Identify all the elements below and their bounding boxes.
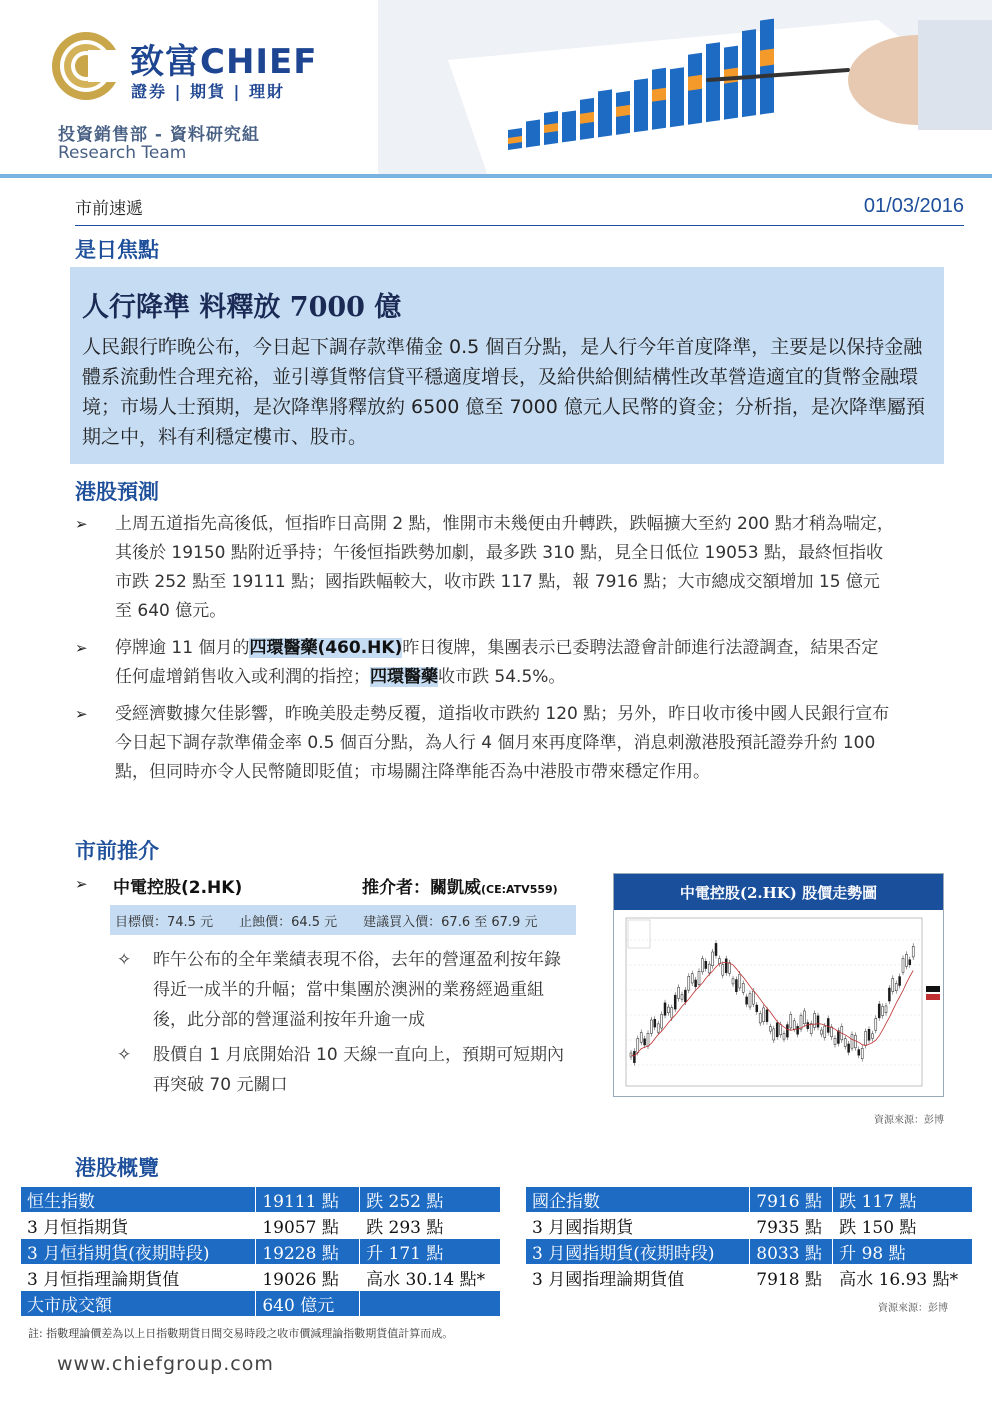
candle-body — [718, 959, 720, 964]
table-cell: 跌 252 點 — [360, 1187, 501, 1213]
text-span: 停牌逾 11 個月的 — [115, 638, 250, 658]
candle-body — [861, 1048, 863, 1058]
candle-body — [865, 1031, 867, 1045]
table-cell: 3 月國指期貨 — [526, 1213, 750, 1239]
candle-body — [905, 954, 907, 966]
candle-body — [776, 1023, 778, 1037]
candle-body — [715, 943, 717, 955]
header-chart-photo — [378, 0, 992, 176]
candle-body — [773, 1029, 775, 1040]
section-title-recommend: 市前推介 — [75, 839, 159, 863]
brand-subtitle: 證券 | 期貨 | 理財 — [131, 82, 285, 101]
candle-body — [725, 959, 727, 973]
candle-body — [807, 1023, 809, 1029]
table-cell: 升 98 點 — [833, 1239, 973, 1265]
page-header — [0, 0, 992, 178]
candle-body — [691, 974, 693, 983]
table-cell: 大市成交額 — [21, 1291, 256, 1317]
recommender-ce: (CE:ATV559) — [481, 883, 558, 896]
candle-body — [732, 979, 734, 984]
table-cell: 8033 點 — [750, 1239, 833, 1265]
candle-body — [912, 946, 914, 957]
recommend-point-1: 昨午公布的全年業績表現不俗，去年的營運盈利按年錄得近一成半的升幅；當中集團於澳洲的業務經過重組後，此分部的營運溢利按年升逾一成 — [153, 950, 561, 1030]
candle-body — [722, 965, 724, 976]
list-item — [117, 945, 577, 1035]
candle-body — [739, 974, 741, 988]
candle-body — [837, 1031, 839, 1044]
candle-body — [681, 995, 683, 1000]
buy-price: 建議買入價：67.6 至 67.9 元 — [363, 914, 538, 930]
table-cell — [360, 1291, 501, 1317]
table-cell: 3 月恒指期貨(夜期時段) — [21, 1239, 256, 1265]
candle-body — [769, 1027, 771, 1032]
list-item — [75, 510, 895, 626]
candle-body — [824, 1026, 826, 1037]
forecast-item-1: 上周五道指先高後低，恒指昨日高開 2 點，惟開市未幾便由升轉跌，跌幅擴大至約 200 點才稍為喘定，其後於 19150 點附近爭持；午後恒指跌勢加劇，最多跌 310 點，見全日低位 19053 點，最終恒指收市跌 252 點至 19111 點；國指跌幅較大，收市跌 117 點，報 7916 點；大市總成交額增加 15 億元至 640 億元。 — [115, 514, 894, 621]
candle-body — [698, 971, 700, 984]
candle-body — [742, 983, 744, 992]
candle-body — [848, 1044, 850, 1052]
candle-body — [650, 1020, 652, 1033]
table-row — [526, 1213, 973, 1239]
table-cell: 7918 點 — [750, 1265, 833, 1291]
stock-candlestick-chart — [614, 910, 943, 1096]
candle-body — [637, 1038, 639, 1052]
table-cell: 3 月國指理論期貨值 — [526, 1265, 750, 1291]
candle-body — [875, 1018, 877, 1030]
focus-body: 人民銀行昨晚公布，今日起下調存款準備金 0.5 個百分點，是人行今年首度降準，主要是以保持金融體系流動性合理充裕，並引導貨幣信貸平穩適度增長，及給供給側結構性改革營造適宜的貨幣金融環境；市場人士預期，是次降準將釋放約 6500 億至 7000 億元人民幣的資金；分析指，是次降準屬預期之中，料有利穩定樓市、股市。 — [82, 336, 925, 448]
candle-body — [688, 976, 690, 990]
stock-chart — [613, 873, 944, 1097]
table-cell: 7916 點 — [750, 1187, 833, 1213]
candle-body — [909, 960, 911, 965]
footnote: 註: 指數理論價差為以上日指數期貨日間交易時段之收市價減理論指數期貨值計算而成。 — [28, 1327, 454, 1340]
candle-body — [780, 1025, 782, 1035]
department-en: Research Team — [58, 143, 187, 163]
table-cell: 19057 點 — [256, 1213, 360, 1239]
table-row — [21, 1239, 501, 1265]
candle-body — [664, 1003, 666, 1015]
table-cell: 高水 30.14 點* — [360, 1265, 501, 1291]
candle-body — [749, 994, 751, 1007]
table-cell: 640 億元 — [256, 1291, 360, 1317]
report-date: 01/03/2016 — [863, 195, 964, 217]
header-rule — [0, 174, 992, 178]
candle-body — [814, 1014, 816, 1028]
table-row — [526, 1239, 973, 1265]
table-cell: 跌 293 點 — [360, 1213, 501, 1239]
list-item — [75, 700, 895, 787]
table-row — [21, 1213, 501, 1239]
candle-body — [882, 1006, 884, 1015]
target-price: 目標價：74.5 元 — [115, 914, 214, 930]
footer-url[interactable]: www.chiefgroup.com — [57, 1353, 274, 1375]
recommend-points — [117, 945, 577, 1105]
candle-body — [885, 1006, 887, 1013]
candle-body — [633, 1051, 635, 1062]
candle-body — [790, 1014, 792, 1028]
focus-box — [70, 267, 944, 464]
candle-body — [902, 958, 904, 972]
table-cell: 升 171 點 — [360, 1239, 501, 1265]
table-cell: 國企指數 — [526, 1187, 750, 1213]
candle-body — [899, 977, 901, 986]
candle-body — [786, 1025, 788, 1037]
recommend-stock: 中電控股(2.HK) — [113, 878, 243, 898]
table-cell: 高水 16.93 點* — [833, 1265, 973, 1291]
table-cell: 19111 點 — [256, 1187, 360, 1213]
table-cell: 3 月恒指期貨 — [21, 1213, 256, 1239]
price-band — [110, 905, 576, 935]
forecast-item-3: 受經濟數據欠佳影響，昨晚美股走勢反覆，道指收市跌約 120 點；另外，昨日收市後中國人民銀行宣布今日起下調存款準備金率 0.5 個百分點，為人行 4 個月來再度降準，消息刺激港股預託證券升約 100 點，但同時亦令人民幣隨即貶值；市場關注降準能否為中港股市帶來穩定作用。 — [115, 704, 890, 782]
candle-body — [766, 1010, 768, 1022]
candle-body — [763, 1008, 765, 1022]
candle-body — [705, 961, 707, 968]
candle-body — [735, 980, 737, 992]
arrow-bullet-icon: ➢ — [75, 705, 88, 723]
candle-body — [817, 1016, 819, 1027]
table-cell: 7935 點 — [750, 1213, 833, 1239]
table-cell: 3 月國指期貨(夜期時段) — [526, 1239, 750, 1265]
table-cell: 19228 點 — [256, 1239, 360, 1265]
table-cell: 跌 150 點 — [833, 1213, 973, 1239]
candle-body — [878, 1004, 880, 1018]
candle-body — [803, 1011, 805, 1024]
stock-highlight: 四環醫藥 — [370, 667, 438, 687]
table-cell: 19026 點 — [256, 1265, 360, 1291]
candle-body — [729, 963, 731, 974]
recommend-line — [75, 873, 575, 899]
candle-body — [834, 1038, 836, 1044]
forecast-item-2 — [115, 634, 895, 692]
candle-body — [783, 1033, 785, 1039]
candle-body — [684, 990, 686, 1002]
report-type: 市前速遞 — [75, 199, 143, 219]
candle-body — [695, 980, 697, 987]
forecast-list — [75, 510, 895, 795]
table-row — [21, 1291, 501, 1317]
candle-body — [858, 1050, 860, 1056]
candle-body — [868, 1029, 870, 1040]
diamond-bullet-icon: ✧ — [117, 1045, 132, 1065]
table-row — [21, 1265, 501, 1291]
candle-body — [844, 1039, 846, 1047]
candle-body — [640, 1033, 642, 1043]
list-item — [75, 634, 895, 692]
table-row — [526, 1187, 973, 1213]
candle-body — [678, 987, 680, 998]
candle-body — [756, 1005, 758, 1012]
candle-body — [820, 1030, 822, 1034]
candle-body — [827, 1018, 829, 1032]
candle-body — [888, 988, 890, 1001]
section-title-overview: 港股概覽 — [75, 1156, 159, 1180]
candle-body — [657, 1024, 659, 1032]
candle-body — [854, 1035, 856, 1047]
candle-body — [712, 952, 714, 966]
diamond-bullet-icon: ✧ — [117, 950, 132, 970]
candle-body — [671, 1008, 673, 1018]
candle-body — [644, 1039, 646, 1045]
candle-body — [831, 1027, 833, 1037]
meta-divider — [75, 225, 964, 226]
candle-body — [647, 1033, 649, 1046]
candle-body — [661, 1014, 663, 1028]
section-title-forecast: 港股預測 — [75, 480, 159, 504]
candle-body — [752, 991, 754, 1004]
table-row — [526, 1265, 973, 1291]
candle-body — [797, 1026, 799, 1034]
text-span: 昨日復牌，集團表示已委聘法證會計師進行法證調查，結果否定任何虛增銷售收入或利潤的指控； — [115, 638, 879, 687]
table-cell: 3 月恒指理論期貨值 — [21, 1265, 256, 1291]
candle-body — [667, 1007, 669, 1013]
candle-body — [759, 1014, 761, 1023]
chief-logo-icon — [50, 30, 122, 102]
text-span: 收市跌 54.5%。 — [438, 667, 566, 687]
candle-body — [746, 997, 748, 1004]
recommend-point-2: 股價自 1 月底開始沿 10 天線一直向上，預期可短期內再突破 70 元關口 — [153, 1045, 565, 1095]
arrow-bullet-icon: ➢ — [75, 639, 88, 657]
overview-table-hsi — [20, 1186, 501, 1317]
list-item — [117, 1040, 577, 1100]
brand-name: 致富CHIEF — [130, 42, 318, 82]
overview-table-hscei — [525, 1186, 973, 1291]
candle-body — [793, 1021, 795, 1029]
arrow-bullet-icon: ➢ — [75, 875, 88, 893]
candle-body — [871, 1034, 873, 1039]
stock-chart-title: 中電控股(2.HK) 股價走勢圖 — [614, 874, 943, 910]
chart-source: 資源來源：彭博 — [874, 1115, 944, 1126]
candle-body — [654, 1019, 656, 1027]
candle-body — [851, 1035, 853, 1049]
table-cell: 恒生指數 — [21, 1187, 256, 1213]
arrow-bullet-icon: ➢ — [75, 515, 88, 533]
recommender-name: 推介者：關凱威 — [362, 878, 481, 898]
focus-headline: 人行降準 料釋放 7000 億 — [82, 292, 402, 323]
department-cn: 投資銷售部 - 資料研究組 — [58, 125, 260, 145]
candle-body — [674, 995, 676, 1009]
stop-loss-price: 止蝕價：64.5 元 — [239, 914, 338, 930]
candle-body — [810, 1024, 812, 1034]
candle-body — [892, 978, 894, 991]
candle-body — [800, 1016, 802, 1029]
stock-highlight: 四環醫藥(460.HK) — [249, 638, 403, 658]
section-title-focus: 是日焦點 — [75, 238, 159, 262]
overview-source: 資源來源：彭博 — [878, 1303, 948, 1314]
candle-body — [895, 983, 897, 990]
candle-body — [701, 959, 703, 972]
candle-body — [708, 964, 710, 973]
recommend-by — [362, 873, 558, 898]
table-row — [21, 1187, 501, 1213]
table-cell: 跌 117 點 — [833, 1187, 973, 1213]
